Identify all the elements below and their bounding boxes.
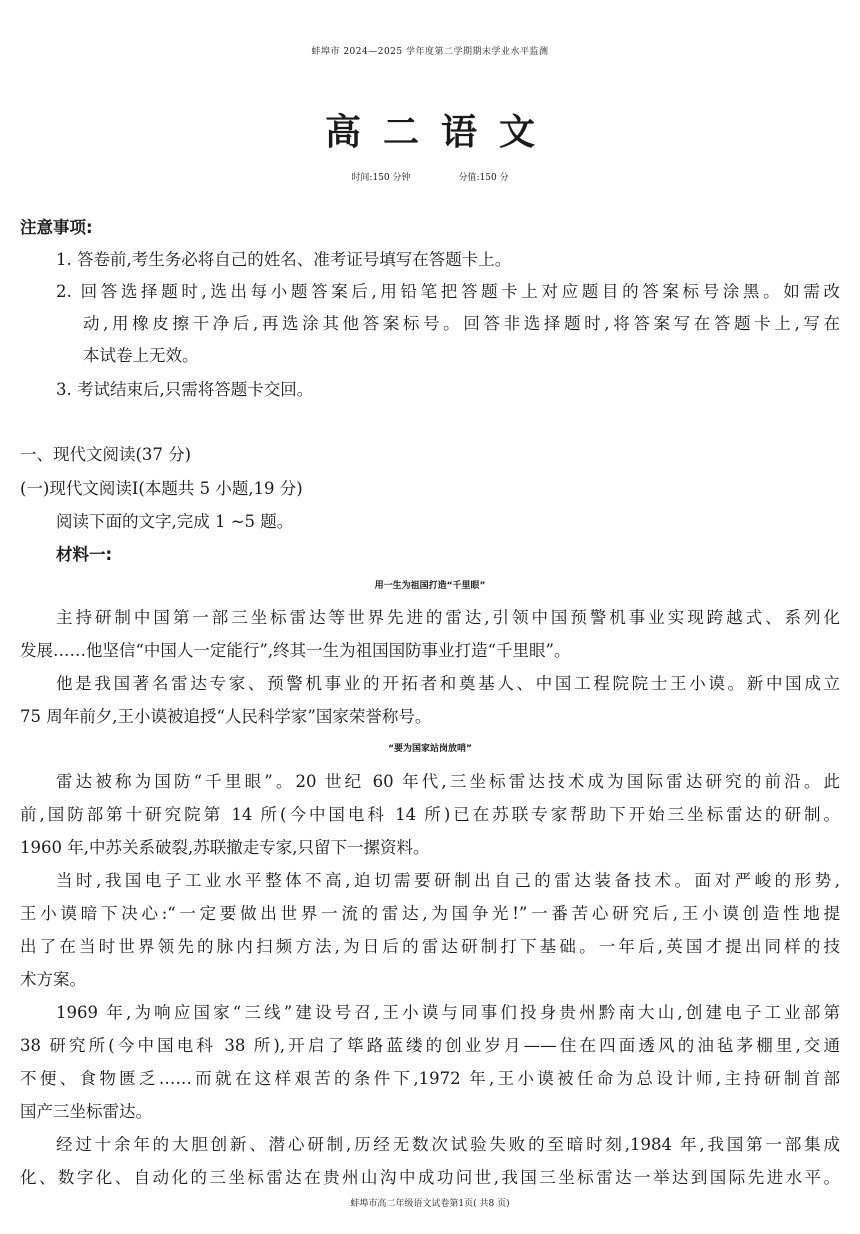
notes-heading: 注意事项: xyxy=(20,218,93,237)
paragraph-line: 化、数字化、自动化的三坐标雷达在贵州山沟中成功问世,我国三坐标雷达一举达到国际先进水平。 xyxy=(20,1168,840,1187)
section-heading: 一、现代文阅读(37 分) xyxy=(20,445,192,464)
paragraph-line: 出了在当时世界领先的脉内扫频方法,为日后的雷达研制打下基础。一年后,英国才提出同样的技 xyxy=(20,937,840,956)
paragraph-line: 他是我国著名雷达专家、预警机事业的开拓者和奠基人、中国工程院院士王小谟。新中国成立 xyxy=(56,674,840,693)
paragraph-line: 国产三坐标雷达。 xyxy=(20,1102,152,1121)
paragraph-line: 术方案。 xyxy=(20,970,86,989)
paragraph-line: 1969 年,为响应国家“三线”建设号召,王小谟与同事们投身贵州黔南大山,创建电子工业部第 xyxy=(56,1003,840,1022)
article-title: 用一生为祖国打造“千里眼” xyxy=(374,581,486,591)
paragraph-line: 不便、食物匮乏……而就在这样艰苦的条件下,1972 年,王小谟被任命为总设计师,主持研制首部 xyxy=(20,1069,840,1088)
subsection-heading: (一)现代文阅读Ⅰ(本题共 5 小题,19 分) xyxy=(20,479,303,498)
paragraph-line: 当时,我国电子工业水平整体不高,迫切需要研制出自己的雷达装备技术。面对严峻的形势, xyxy=(56,871,840,890)
paragraph-line: 发展……他坚信“中国人一定能行”,终其一生为祖国国防事业打造“千里眼”。 xyxy=(20,641,571,660)
note-item-2-line-2: 动,用橡皮擦干净后,再选涂其他答案标号。回答非选择题时,将答案写在答题卡上,写在 xyxy=(83,314,840,333)
material-label: 材料一: xyxy=(56,545,113,564)
exam-time: 时间:150 分钟 xyxy=(351,173,411,183)
note-item-1: 1. 答卷前,考生务必将自己的姓名、准考证号填写在答题卡上。 xyxy=(56,250,512,269)
exam-title: 蚌埠市 2024—2025 学年度第二学期期末学业水平监测 xyxy=(311,47,549,57)
paragraph-line: 38 研究所(今中国电科 38 所),开启了筚路蓝缕的创业岁月——住在四面透风的油毡茅棚里,交通 xyxy=(20,1036,840,1055)
paragraph-line: 经过十余年的大胆创新、潜心研制,历经无数次试验失败的至暗时刻,1984 年,我国第一部集成 xyxy=(56,1135,840,1154)
reading-instruction: 阅读下面的文字,完成 1 ~5 题。 xyxy=(56,512,294,531)
paragraph-line: 1960 年,中苏关系破裂,苏联撤走专家,只留下一摞资料。 xyxy=(20,838,430,857)
subject-title: 高二语文 xyxy=(324,111,557,153)
note-item-3: 3. 考试结束后,只需将答题卡交回。 xyxy=(56,380,314,399)
paragraph-line: 主持研制中国第一部三坐标雷达等世界先进的雷达,引领中国预警机事业实现跨越式、系列化 xyxy=(56,608,840,627)
exam-score: 分值:150 分 xyxy=(458,173,509,183)
exam-meta xyxy=(0,170,860,183)
paragraph-line: 75 周年前夕,王小谟被追授“人民科学家”国家荣誉称号。 xyxy=(20,707,432,726)
paragraph-line: 王小谟暗下决心:“一定要做出世界一流的雷达,为国争光!”一番苦心研究后,王小谟创造性地提 xyxy=(20,904,840,923)
paragraph-line: 前,国防部第十研究院第 14 所(今中国电科 14 所)已在苏联专家帮助下开始三坐标雷达的研制。 xyxy=(20,805,840,824)
note-item-2-line-1: 2. 回答选择题时,选出每小题答案后,用铅笔把答题卡上对应题目的答案标号涂黑。如需改 xyxy=(56,282,840,301)
article-subtitle: “要为国家站岗放哨” xyxy=(388,744,472,754)
page-footer: 蚌埠市高二年级语文试卷第1页( 共8 页) xyxy=(350,1199,510,1209)
note-item-2-line-3: 本试卷上无效。 xyxy=(83,346,199,365)
paragraph-line: 雷达被称为国防“千里眼”。20 世纪 60 年代,三坐标雷达技术成为国际雷达研究的前沿。此 xyxy=(56,772,840,791)
